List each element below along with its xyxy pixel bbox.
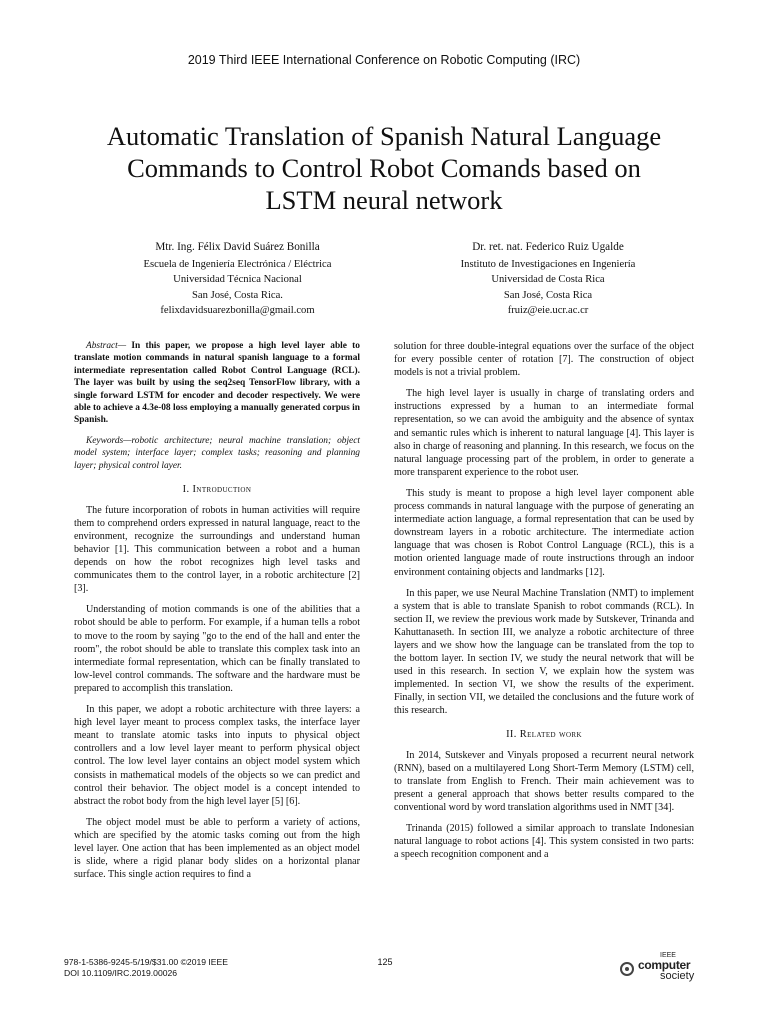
title-line: Automatic Translation of Spanish Natural Language bbox=[106, 121, 662, 151]
body-paragraph: In this paper, we use Neural Machine Translation (NMT) to implement a system that is able to translate Spanish to robot commands (RCL). In section II, we review the previous work made by Sutskever, Trinanda and Kahuttanaseth. In section III, we analyze a robotic architecture of three layers and we show how the language can be translated from the top to the bottom layer. In section IV, we study the neural network that will be used in this research. In section V, we explain how the system was implemented. In section VI, we show the results of the experiment. Finally, in section VII, we detailed the conclusions and the future work of this research. bbox=[394, 587, 694, 717]
section-heading-introduction: I. Introduction bbox=[182, 483, 252, 495]
body-paragraph: In this paper, we adopt a robotic architecture with three layers: a high level layer meant to process complex tasks, the interface layer meant to translate atomic tasks into inputs to physical object controllers and a low level layer meant to perform physical object control. The low level layer contains an object model system which consists in mathematical models of the objects so we can predict and control their behavior. The object model is a concept intended to abstract the robot body from the high level layer [5] [6]. bbox=[74, 704, 360, 807]
conference-header: 2019 Third IEEE International Conference on Robotic Computing (IRC) bbox=[187, 53, 581, 67]
body-paragraph: This study is meant to propose a high level layer component able process commands in natural language with the purpose of generating an intermediate action language, a formal representation that can be used by downstream layers in a robotic architecture. The intermediate action language that was chosen is Robot Control Language (RCL), this is a motion oriented language made of route instructions through an indoor environment containing objects and landmarks [12]. bbox=[394, 487, 694, 578]
author-affiliation: Escuela de Ingeniería Electrónica / Eléctrica bbox=[143, 258, 332, 270]
body-paragraph: The future incorporation of robots in human activities will require them to comprehend orders expressed in natural language, react to the environment, recognize the surroundings and understand human behavior [1]. This communication between a robot and a human depends on how the robot recognizes high level tasks and communicates them to the control layer, in a robotic architecture [2] [3]. bbox=[74, 504, 360, 595]
title-line: Commands to Control Robot Comands based on bbox=[127, 153, 641, 183]
keywords bbox=[74, 435, 360, 473]
logo-text-computer: computer bbox=[638, 958, 691, 972]
section-heading-related-work: II. Related work bbox=[506, 728, 582, 740]
author-block-2 bbox=[398, 240, 698, 319]
author-block-1 bbox=[90, 240, 385, 319]
author-affiliation: Universidad Técnica Nacional bbox=[173, 274, 302, 285]
author-affiliation: San José, Costa Rica bbox=[503, 289, 593, 301]
ieee-computer-society-logo bbox=[620, 952, 710, 986]
ieee-logo-icon bbox=[620, 962, 634, 976]
body-paragraph: solution for three double-integral equations over the surface of the object for every possible center of rotation [7]. The construction of object models is not a trivial problem. bbox=[394, 341, 694, 379]
author-email: felixdavidsuarezbonilla@gmail.com bbox=[160, 305, 315, 316]
body-paragraph: Trinanda (2015) followed a similar approach to translate Indonesian natural language to robot actions [4]. This system consisted in two parts: a speech recognition component and a bbox=[394, 823, 694, 861]
author-affiliation: Instituto de Investigaciones en Ingeniería bbox=[460, 258, 636, 270]
keywords-text: robotic architecture; neural machine translation; object model system; interface layer; complex tasks; reasoning and planning layer; physical control layer. bbox=[74, 435, 360, 472]
body-paragraph: In 2014, Sutskever and Vinyals proposed a recurrent neural network (RNN), based on a multilayered Long Short-Term Memory (LSTM) cell, to translate from English to French. Their main achievement was to present a general approach that shows better results compared to the conventional word by word translation algorithms used in NMT [34]. bbox=[394, 749, 694, 813]
logo-text-society: society bbox=[660, 970, 695, 982]
abstract-label: Abstract— bbox=[86, 341, 127, 351]
title-line: LSTM neural network bbox=[265, 185, 503, 215]
body-paragraph: The object model must be able to perform a variety of actions, which are specified by the atomic tasks coming out from the high level layer. One action that has been implemented as an object model is slide, where a rigid planar body slides on a horizontal planar surface. This single action requires to find a bbox=[74, 816, 360, 881]
body-paragraph: Understanding of motion commands is one of the abilities that a robot should be able to perform. For example, if a human tells a robot to move to the room by saying "go to the end of the hall and enter the room", the robot should be able to translate this complex task into an intermediate formal representation, which can be finally translated to low-level control commands. The software and the hardware must be prepared to accomplish this translation. bbox=[74, 604, 360, 694]
author-affiliation: Universidad de Costa Rica bbox=[491, 274, 605, 285]
page-number: 125 bbox=[377, 957, 393, 967]
author-email: fruiz@eie.ucr.ac.cr bbox=[507, 305, 589, 316]
keywords-label: Keywords— bbox=[86, 435, 132, 446]
footer-doi: DOI 10.1109/IRC.2019.00026 bbox=[64, 968, 178, 978]
author-name: Mtr. Ing. Félix David Suárez Bonilla bbox=[155, 241, 320, 253]
logo-text-ieee: IEEE bbox=[660, 952, 676, 959]
left-column bbox=[74, 340, 360, 889]
right-column bbox=[394, 340, 694, 869]
paper-title bbox=[40, 120, 728, 216]
abstract bbox=[74, 340, 360, 427]
author-name: Dr. ret. nat. Federico Ruiz Ugalde bbox=[472, 241, 624, 253]
footer-isbn: 978-1-5386-9245-5/19/$31.00 ©2019 IEEE bbox=[64, 957, 229, 967]
body-paragraph: The high level layer is usually in charge of translating orders and instructions expressed by a human to an intermediate formal representation, so we can avoid the ambiguity and the absence of syntax and semantic rules which is inherent to natural language [4]. This layer is also in charge of reasoning and planning. In this research, we focus on the natural language processing part of the problem, in order to generate a more transparent experience to the robot user. bbox=[394, 388, 694, 478]
author-affiliation: San José, Costa Rica. bbox=[192, 289, 283, 301]
footer-copyright bbox=[64, 957, 228, 979]
abstract-text: In this paper, we propose a high level layer able to translate motion commands in natural spanish language to a formal intermediate representation called Robot Control Language (RCL). The layer was built by using the seq2seq TensorFlow library, with a single forward LSTM for encoder and decoder respectively. We were able to achieve a 4.3e-08 loss employing a manually generated corpus in Spanish. bbox=[74, 341, 360, 426]
